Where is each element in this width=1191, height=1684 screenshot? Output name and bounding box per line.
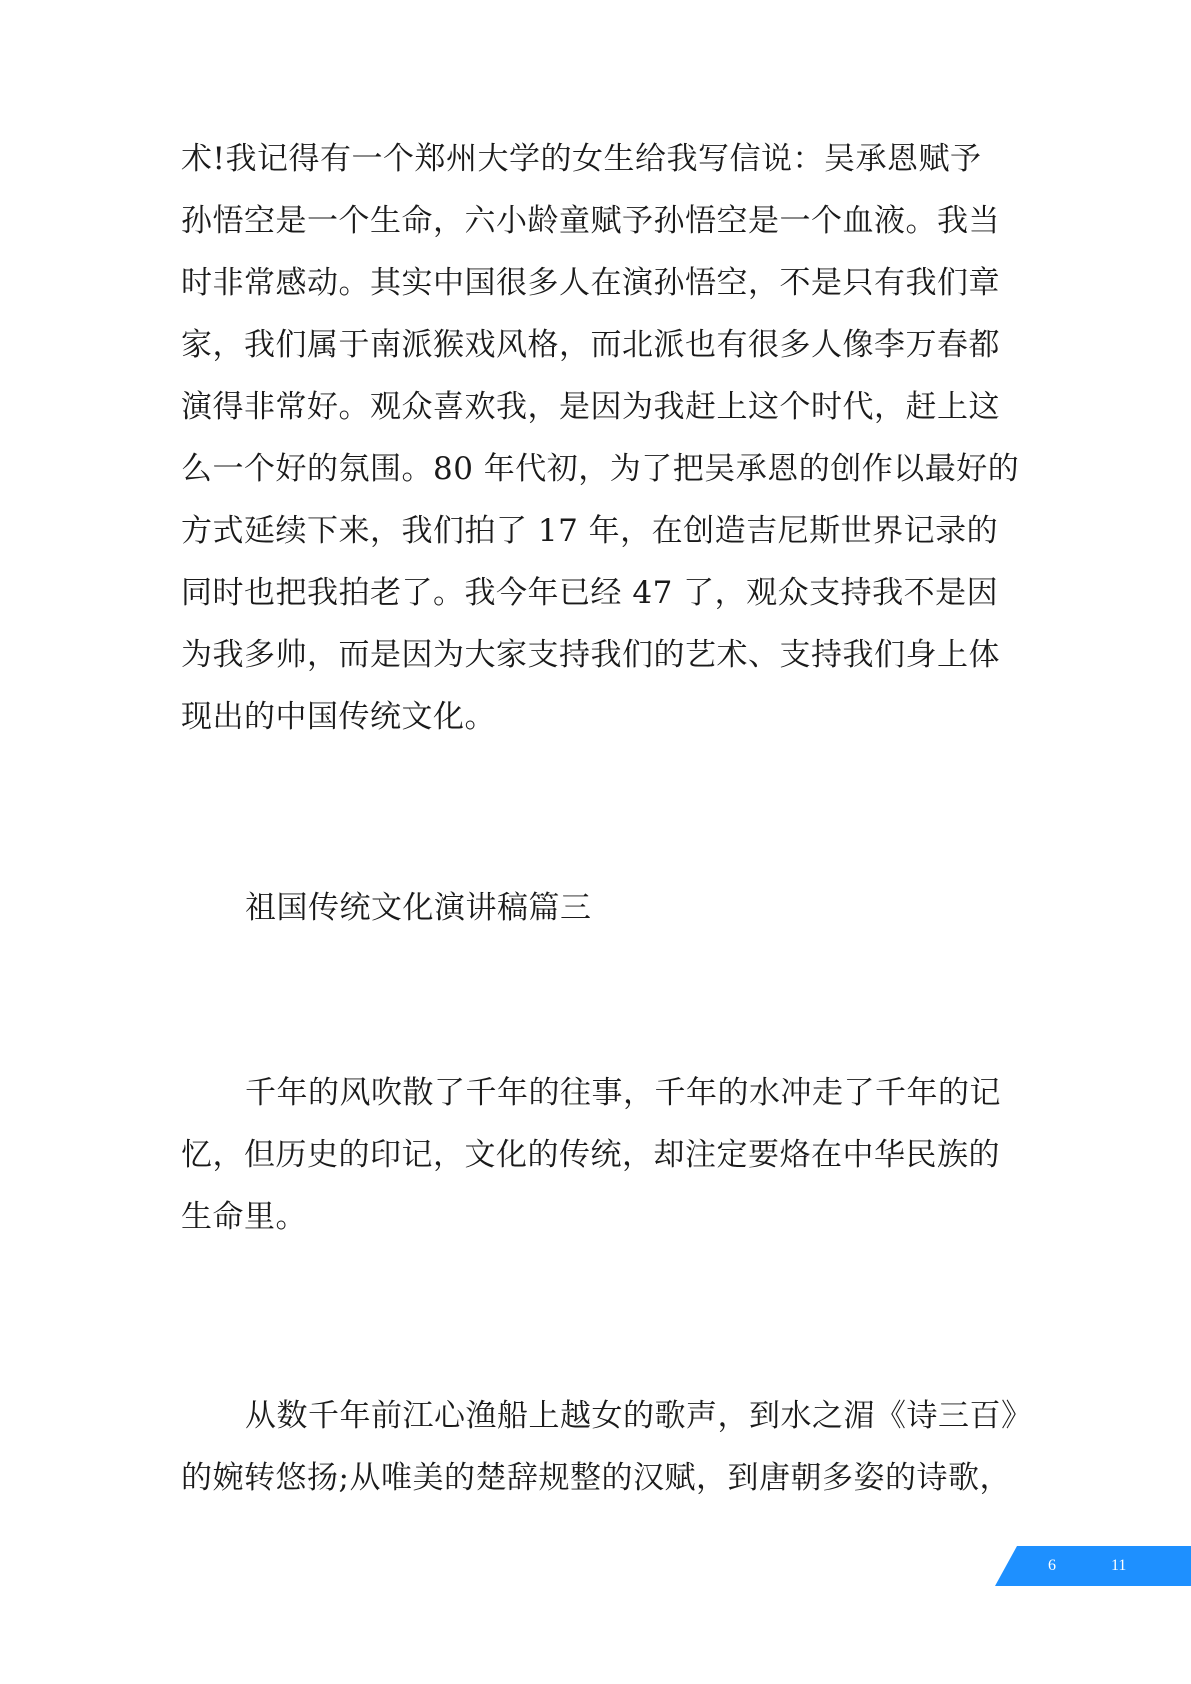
paragraph-line: 么一个好的氛围。80 年代初，为了把吴承恩的创作以最好的 — [181, 451, 1020, 487]
paragraph-line: 时非常感动。其实中国很多人在演孙悟空，不是只有我们章 — [181, 265, 1000, 301]
paragraph-line: 忆，但历史的印记，文化的传统，却注定要烙在中华民族的 — [181, 1137, 1000, 1173]
paragraph-line: 千年的风吹散了千年的往事，千年的水冲走了千年的记 — [245, 1075, 1001, 1111]
paragraph-1 — [181, 128, 1020, 748]
heading-text: 祖国传统文化演讲稿篇三 — [245, 890, 592, 926]
section-heading — [181, 877, 1011, 939]
current-page-number: 6 — [1048, 1557, 1056, 1574]
paragraph-line: 家，我们属于南派猴戏风格，而北派也有很多人像李万春都 — [181, 327, 1000, 363]
total-pages-number: 11 — [1111, 1557, 1127, 1574]
paragraph-line: 演得非常好。观众喜欢我，是因为我赶上这个时代，赶上这 — [181, 389, 1000, 425]
page-number-band — [995, 1546, 1191, 1586]
paragraph-line: 生命里。 — [181, 1199, 307, 1235]
paragraph-line: 现出的中国传统文化。 — [181, 699, 496, 735]
paragraph-line: 从数千年前江心渔船上越女的歌声，到水之湄《诗三百》 — [245, 1398, 1033, 1434]
paragraph-3 — [181, 1385, 1033, 1509]
paragraph-line: 同时也把我拍老了。我今年已经 47 了，观众支持我不是因 — [181, 575, 999, 611]
paragraph-2 — [181, 1062, 1011, 1248]
paragraph-line: 术!我记得有一个郑州大学的女生给我写信说：吴承恩赋予 — [181, 141, 982, 177]
paragraph-line: 的婉转悠扬;从唯美的楚辞规整的汉赋，到唐朝多姿的诗歌， — [181, 1460, 1011, 1496]
paragraph-line: 为我多帅，而是因为大家支持我们的艺术、支持我们身上体 — [181, 637, 1000, 673]
paragraph-line: 孙悟空是一个生命，六小龄童赋予孙悟空是一个血液。我当 — [181, 203, 1000, 239]
page-band-shape-icon — [995, 1546, 1191, 1586]
paragraph-line: 方式延续下来，我们拍了 17 年，在创造吉尼斯世界记录的 — [181, 513, 999, 549]
